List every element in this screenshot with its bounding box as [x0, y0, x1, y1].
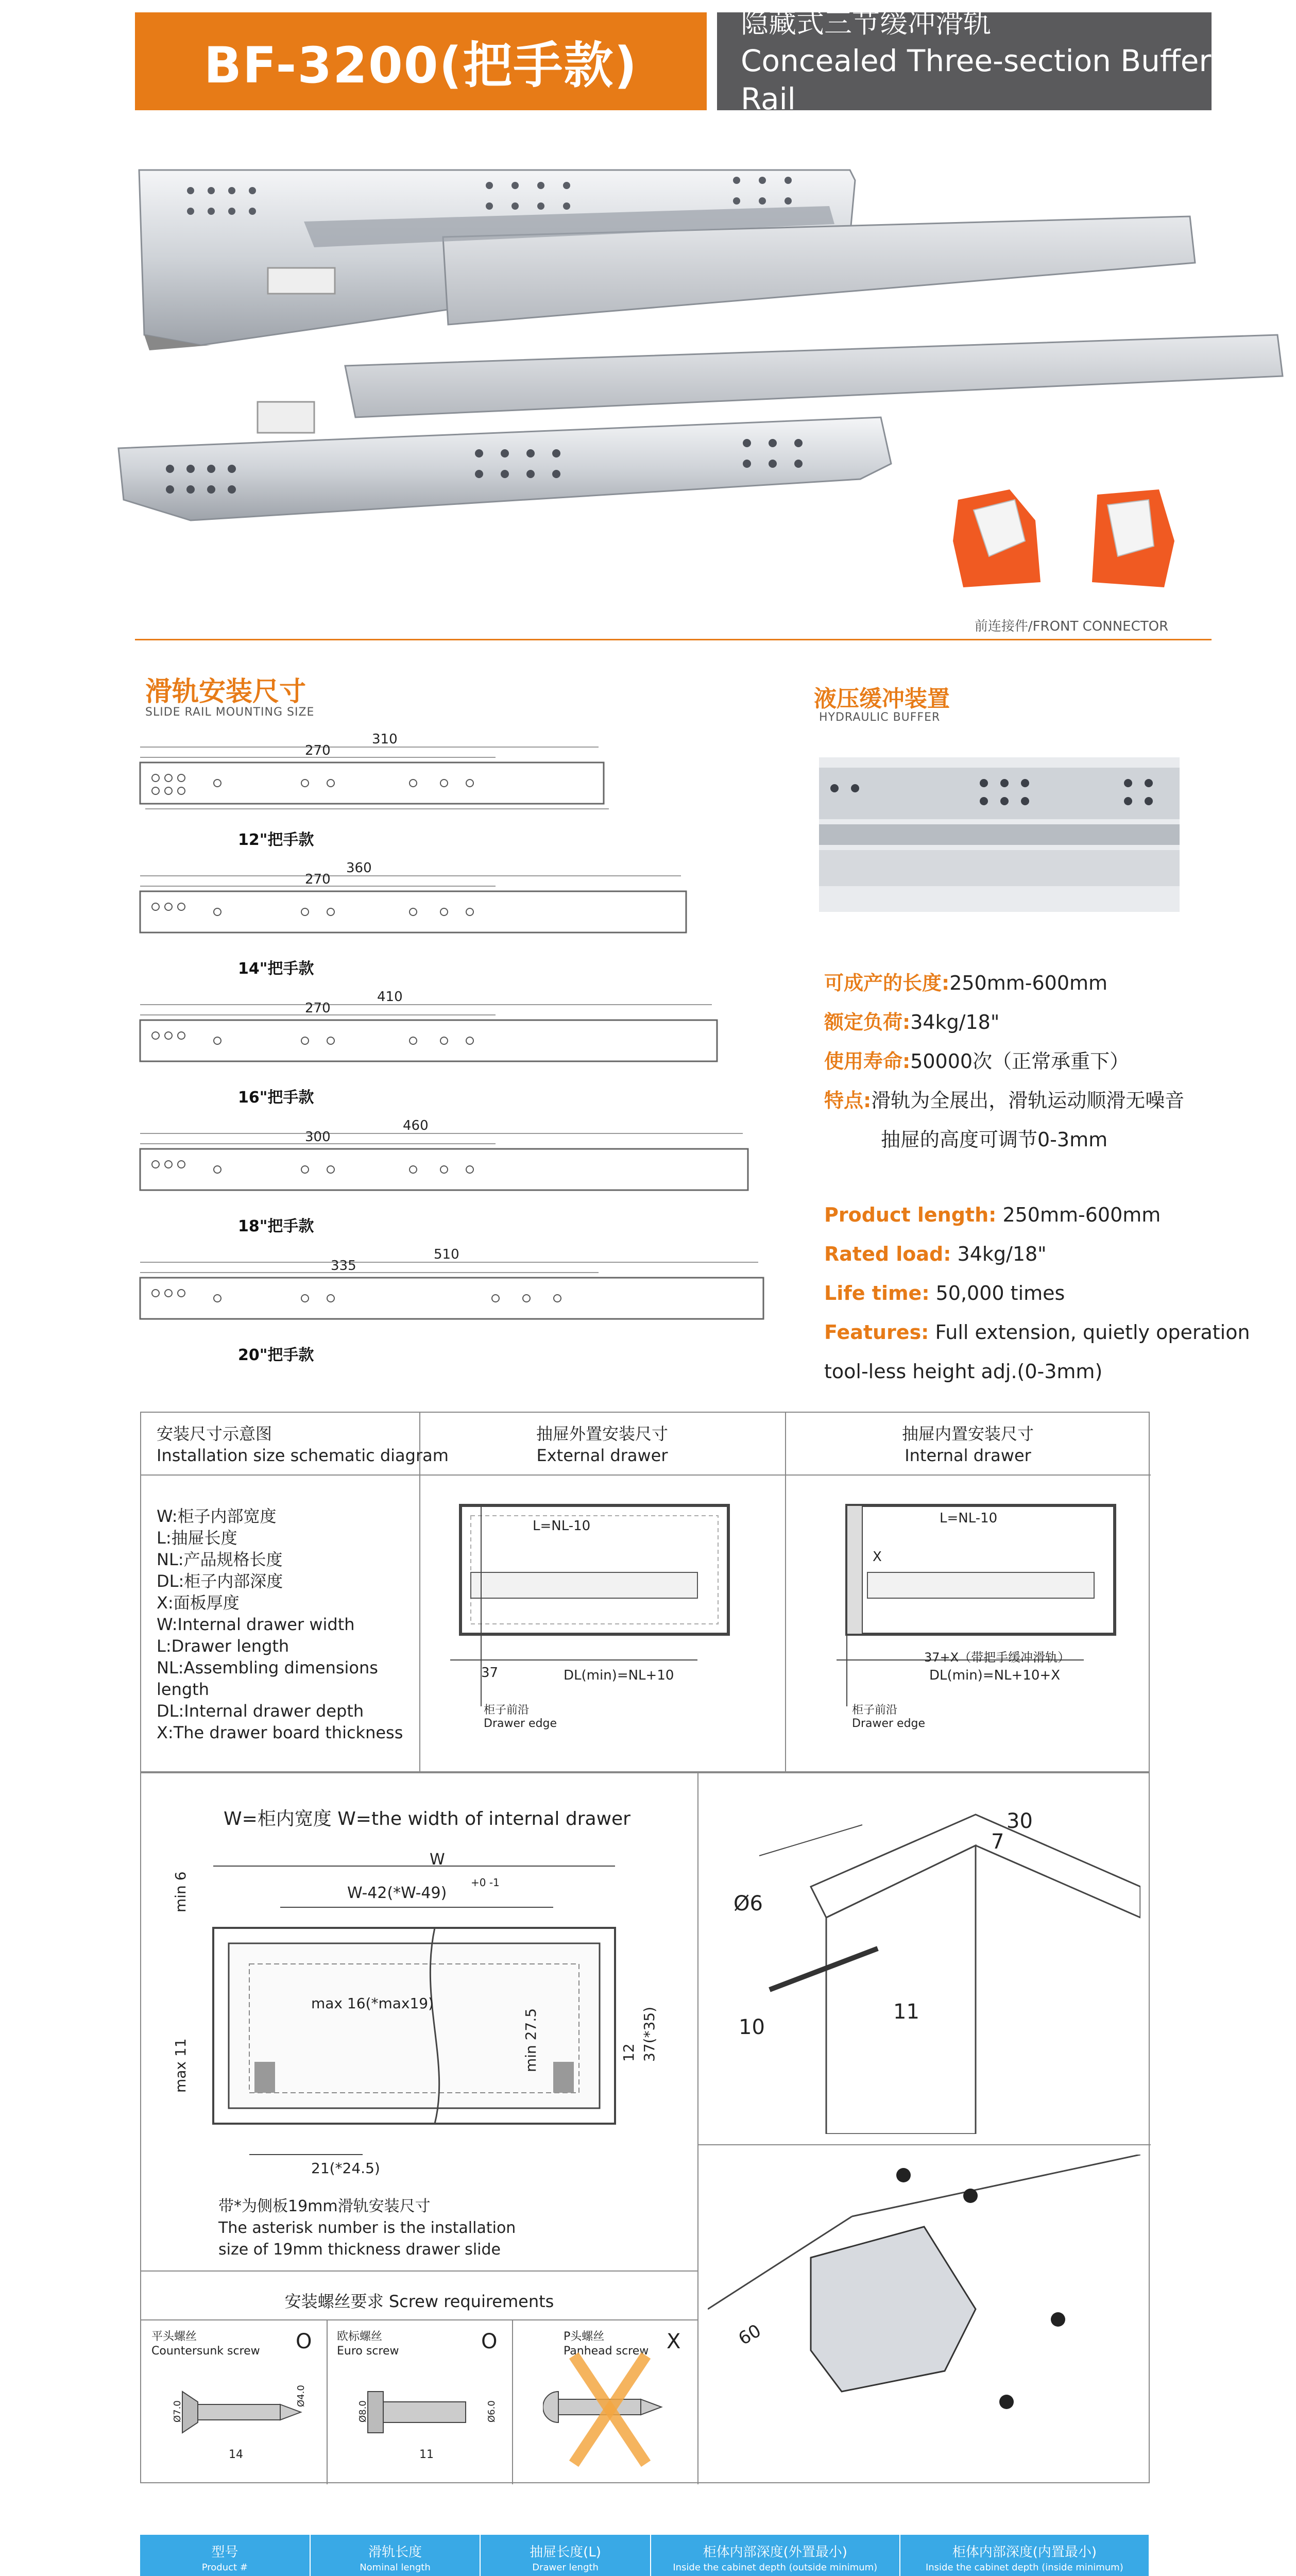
int-edge-label: 柜子前沿 Drawer edge — [852, 1704, 926, 1730]
rail-product-photo — [88, 149, 1288, 531]
rail-14-mid: 270 — [305, 872, 331, 887]
spec-en-life: Life time: 50,000 times — [824, 1282, 1065, 1304]
drill-7-label: 7 — [991, 1830, 1004, 1854]
front-connector-caption: 前连接件/FRONT CONNECTOR — [974, 619, 1169, 634]
install-diagram-panel — [140, 1412, 1150, 1772]
rail-18-caption: 18"把手款 — [238, 1217, 314, 1235]
w42-label: W-42(*W-49) — [347, 1884, 447, 1902]
spec-cn-features: 特点:滑轨为全展出，滑轨运动顺滑无噪音 — [824, 1089, 1185, 1112]
th-nominal: 滑轨长度 Nominal length — [310, 2535, 481, 2576]
countersunk-d2: Ø4.0 — [296, 2385, 306, 2407]
drill-11-label: 11 — [893, 2000, 919, 2024]
mounting-drawings — [135, 721, 774, 1386]
spec-cn-features-2: 抽屉的高度可调节0-3mm — [881, 1128, 1108, 1151]
w-label: W — [430, 1851, 445, 1869]
max11-label: max 11 — [172, 2038, 189, 2093]
drill-6-label: Ø6 — [734, 1892, 763, 1916]
screw-panhead-no: X — [667, 2330, 681, 2353]
countersunk-screw-icon — [172, 2381, 316, 2443]
specs-cn — [824, 963, 1247, 1159]
rail-16-total: 410 — [377, 989, 403, 1005]
rail-16-mid: 270 — [305, 1001, 331, 1016]
spec-table — [140, 2535, 1150, 2576]
screw-countersunk-label: 平头螺丝 Countersunk screw — [151, 2330, 260, 2358]
screws-div-1 — [327, 2319, 328, 2484]
rail-20-total: 510 — [434, 1247, 459, 1262]
width-note: 带*为侧板19mm滑轨安装尺寸 The asterisk number is the installation size of 19mm thickness drawer slide — [218, 2197, 516, 2259]
drill-10-label: 10 — [739, 2015, 765, 2039]
spec-cn-life: 使用寿命:50000次（正常承重下） — [824, 1050, 1130, 1073]
countersunk-d1: Ø7.0 — [172, 2400, 183, 2422]
screw-countersunk-ok: O — [296, 2330, 312, 2353]
external-drawer-diagram — [430, 1490, 780, 1758]
ext-dl-label: DL(min)=NL+10 — [564, 1668, 674, 1683]
int-l-label: L=NL-10 — [940, 1511, 998, 1526]
subtitle-cn: 隐藏式三节缓冲滑轨 — [741, 7, 991, 39]
rail-18-mid: 300 — [305, 1129, 331, 1145]
rail-16-caption: 16"把手款 — [238, 1089, 314, 1107]
ext-l-label: L=NL-10 — [533, 1518, 591, 1534]
hydraulic-buffer-photo — [819, 757, 1180, 912]
euro-d2: Ø6.0 — [486, 2400, 497, 2422]
ext-edge-label: 柜子前沿 Drawer edge — [484, 1704, 557, 1730]
n21-label: 21(*24.5) — [311, 2160, 380, 2177]
spec-cn-length: 可成产的长度:250mm-600mm — [824, 972, 1108, 994]
rail-20-caption: 20"把手款 — [238, 1346, 314, 1364]
rail-14-caption: 14"把手款 — [238, 960, 314, 978]
rail-12-caption: 12"把手款 — [238, 831, 314, 849]
screw-euro-label: 欧标螺丝 Euro screw — [337, 2330, 399, 2358]
install-col2-header: 抽屉外置安装尺寸 External drawer — [536, 1424, 668, 1465]
product-subtitle — [717, 7, 1212, 116]
tolerance-label: +0 -1 — [471, 1876, 500, 1889]
spec-en-features-2: tool-less height adj.(0-3mm) — [824, 1360, 1103, 1383]
panel-divider-h2 — [697, 2144, 1151, 2145]
internal-drawer-diagram — [795, 1490, 1146, 1758]
euro-len: 11 — [419, 2448, 434, 2461]
th-depth-in: 柜体内部深度(内置最小) Inside the cabinet depth (inside minimum) — [900, 2535, 1149, 2576]
min6-label: min 6 — [172, 1871, 189, 1912]
section-divider — [135, 639, 1212, 640]
rail-14-total: 360 — [346, 860, 372, 876]
screws-title: 安装螺丝要求 Screw requirements — [284, 2292, 554, 2311]
th-depth-out: 柜体内部深度(外置最小) Inside the cabinet depth (outside minimum) — [651, 2535, 900, 2576]
spec-cn-load: 额定负荷:34kg/18" — [824, 1011, 1000, 1033]
install-col1-header: 安装尺寸示意图 Installation size schematic diagram — [157, 1424, 449, 1465]
euro-d1: Ø8.0 — [357, 2400, 368, 2422]
install-legend: W:柜子内部宽度 L:抽屉长度 NL:产品规格长度 DL:柜子内部深度 X:面板厚度 W:Internal drawer width L:Drawer length NL:Assembling dimensions length DL:Internal drawer depth X:The drawer board thickness — [157, 1506, 403, 1742]
drill-30-label: 30 — [1007, 1809, 1033, 1833]
angle-60-label: 60 — [735, 2320, 765, 2350]
spec-table-header — [140, 2535, 1149, 2576]
rail-20-mid: 335 — [331, 1258, 356, 1274]
rail-drawing-16 — [135, 989, 753, 1108]
screws-divider — [141, 2319, 697, 2320]
width-drill-panel — [140, 1772, 1150, 2483]
width-title: W=柜内宽度 W=the width of internal drawer — [224, 1808, 630, 1829]
int-x-label: X — [873, 1549, 882, 1565]
spec-en-length: Product length: 250mm-600mm — [824, 1204, 1161, 1226]
screws-div-2 — [512, 2319, 513, 2484]
th-drawer: 抽屉长度(L) Drawer length — [480, 2535, 651, 2576]
n37-label: 37(*35) — [641, 2006, 658, 2062]
specs-en — [824, 1195, 1267, 1391]
rail-18-total: 460 — [403, 1118, 429, 1133]
max16-label: max 16(*max19) — [311, 1995, 434, 2012]
min275-label: min 27.5 — [522, 2008, 539, 2072]
drill-detail-diagram — [708, 1784, 1140, 2134]
screw-panhead-label: P头螺丝 Panhead screw — [564, 2330, 649, 2358]
spec-table-container — [140, 2535, 1150, 2576]
install-divider-2 — [785, 1413, 786, 1773]
rail-drawing-14 — [135, 860, 753, 979]
rail-12-mid: 270 — [305, 743, 331, 758]
spec-en-features: Features: Full extension, quietly operation — [824, 1321, 1250, 1344]
panel-divider-h — [141, 2270, 697, 2272]
product-title: BF-3200(把手款) — [135, 12, 707, 110]
ext-37-label: 37 — [481, 1665, 499, 1681]
rail-drawing-18 — [135, 1118, 753, 1236]
mounting-title: 滑轨安装尺寸 — [145, 676, 306, 707]
rail-drawing-12 — [135, 732, 753, 850]
mounting-subtitle: SLIDE RAIL MOUNTING SIZE — [145, 706, 315, 719]
screw-euro-ok: O — [481, 2330, 498, 2353]
th-product: 型号 Product # — [140, 2535, 310, 2576]
front-connector-photo — [943, 479, 1190, 613]
panhead-screw-icon — [543, 2340, 677, 2474]
subtitle-en: Concealed Three-section Buffer Rail — [741, 43, 1212, 116]
connector-install-diagram — [708, 2155, 1140, 2474]
n12-label: 12 — [620, 2043, 637, 2062]
install-col3-header: 抽屉内置安装尺寸 Internal drawer — [901, 1424, 1034, 1465]
install-divider-1 — [419, 1413, 420, 1773]
panel-divider-v — [697, 1773, 698, 2484]
int-plus-label: 37+X（带把手缓冲滑轨） — [924, 1650, 1070, 1665]
buffer-title: 液压缓冲装置 — [814, 686, 950, 712]
rail-drawing-20 — [135, 1247, 774, 1365]
countersunk-len: 14 — [229, 2448, 243, 2461]
rail-12-total: 310 — [372, 732, 398, 747]
buffer-subtitle: HYDRAULIC BUFFER — [819, 711, 941, 724]
int-dl-label: DL(min)=NL+10+X — [929, 1668, 1061, 1683]
euro-screw-icon — [357, 2381, 502, 2443]
spec-en-load: Rated load: 34kg/18" — [824, 1243, 1047, 1265]
